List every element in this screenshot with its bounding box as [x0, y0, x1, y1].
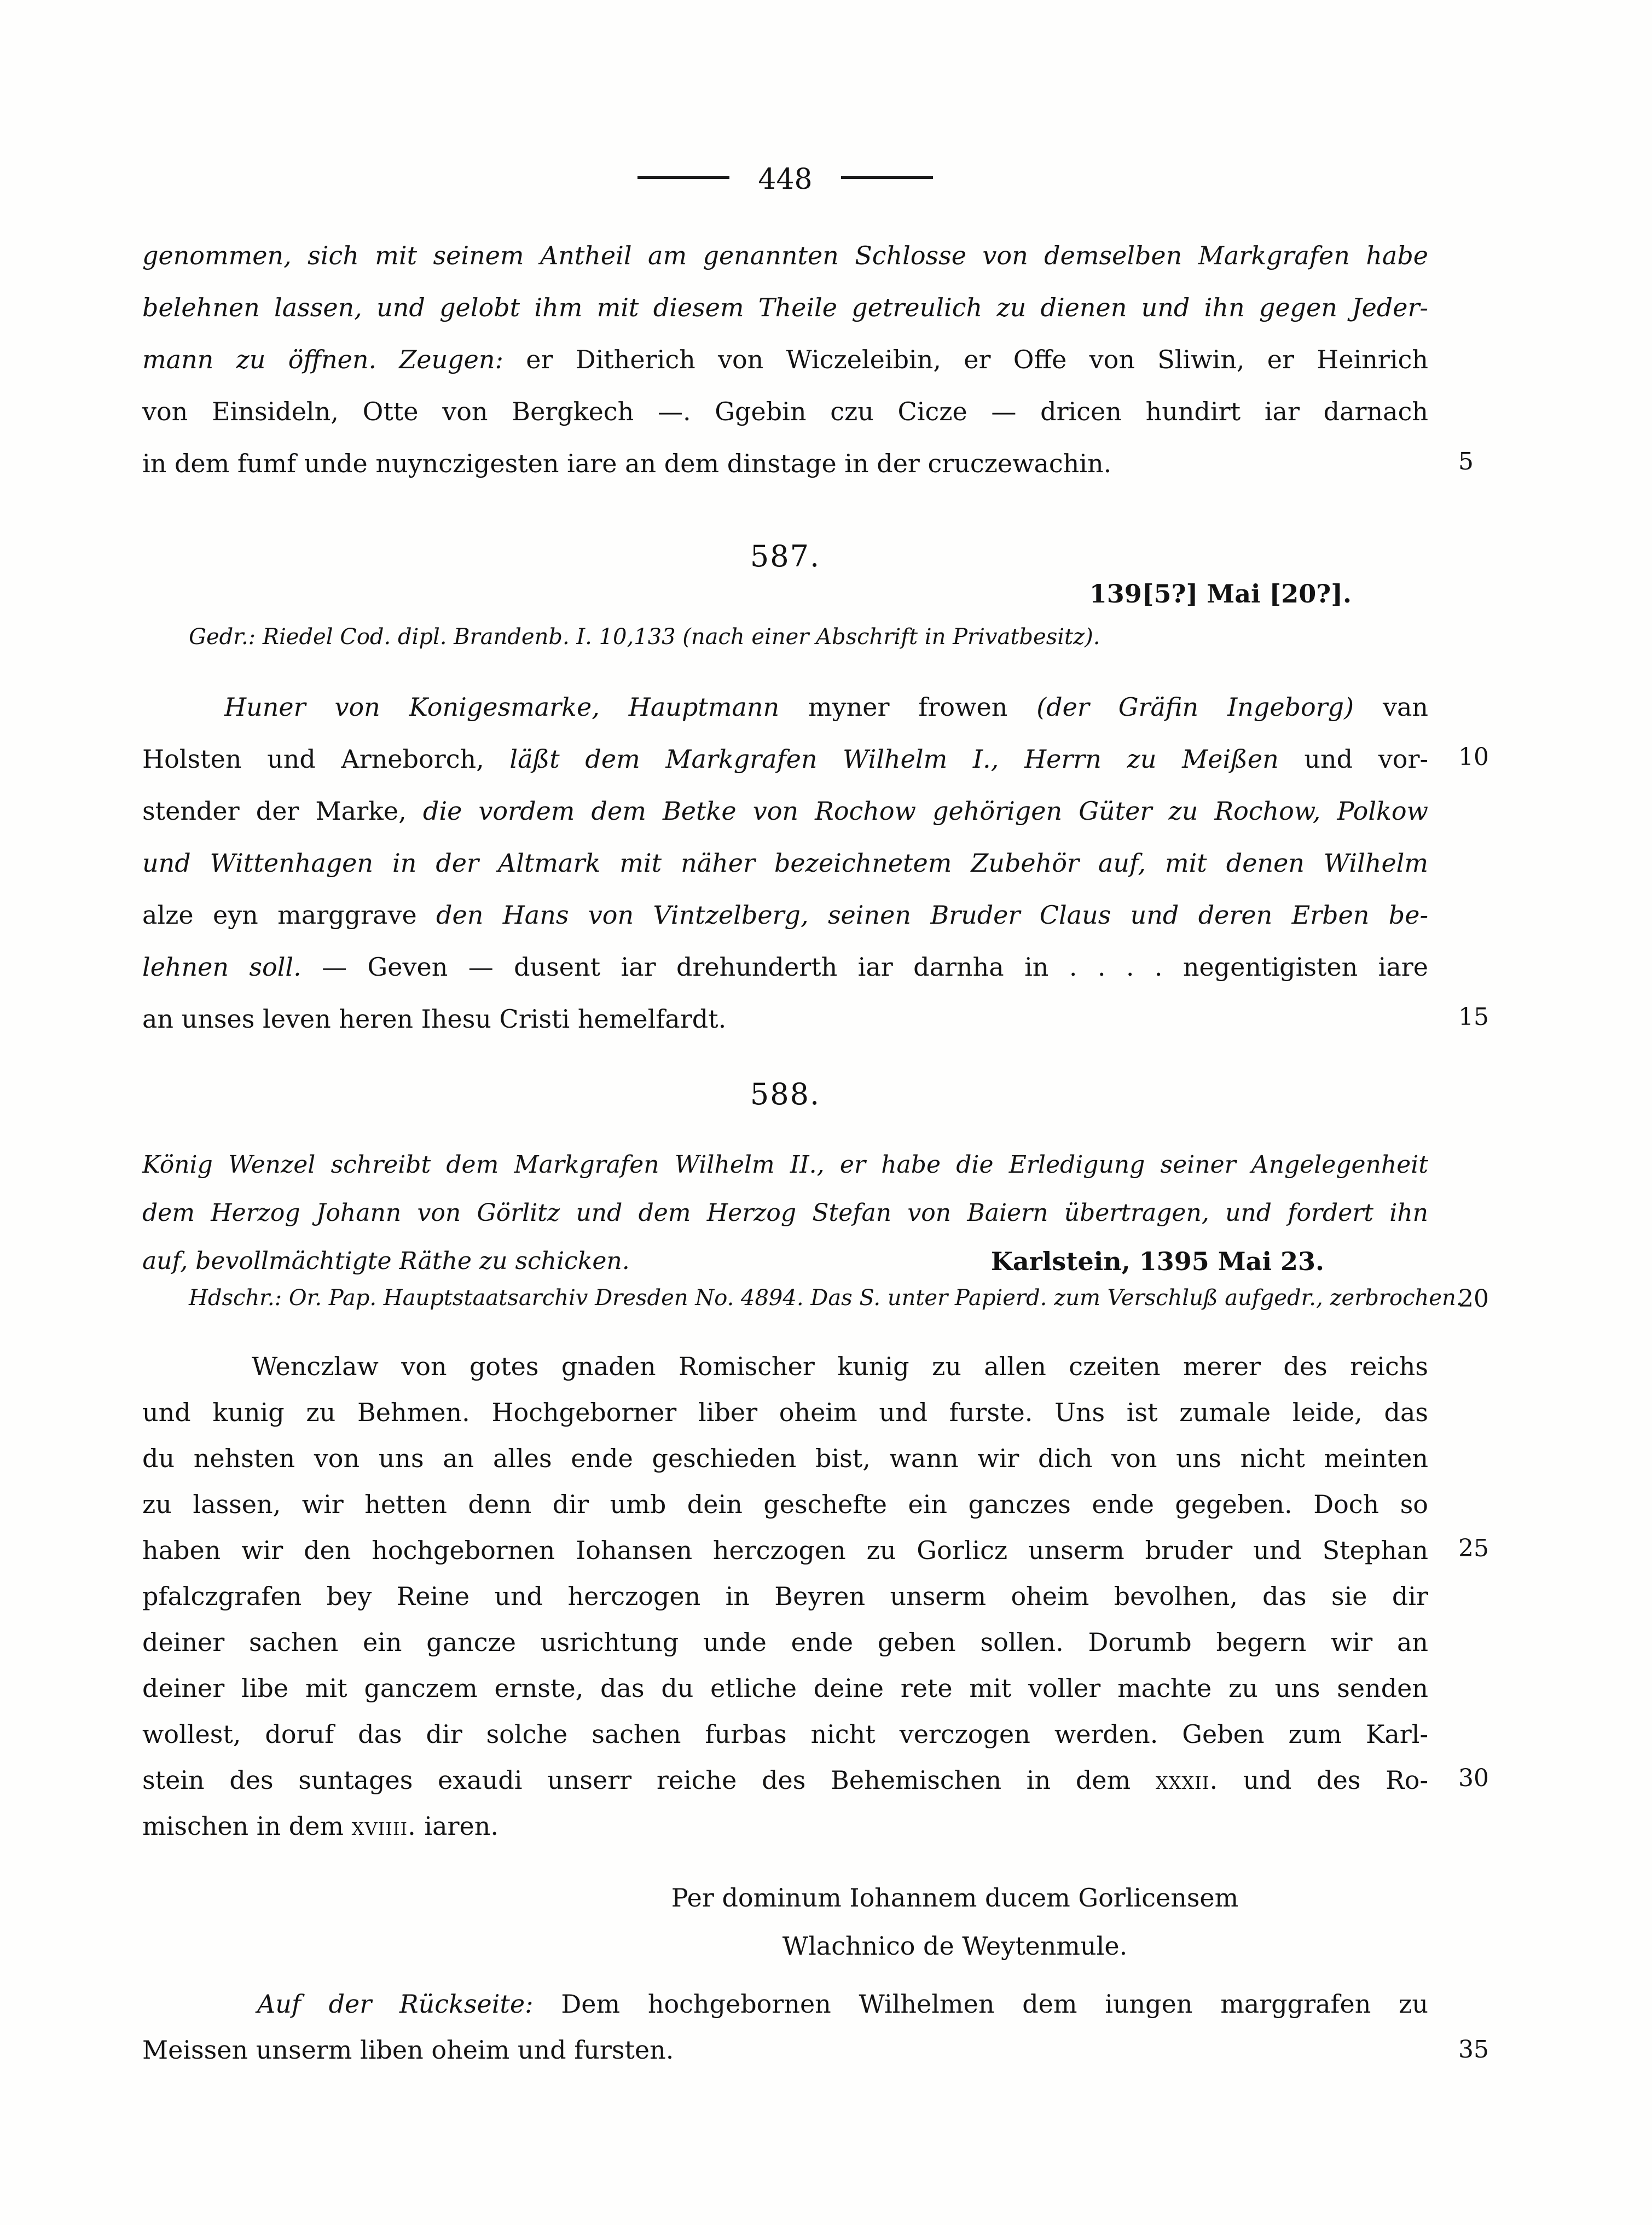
text-segment: Auf der Rückseite:: [257, 1989, 534, 2019]
text-line: [142, 386, 1428, 438]
text-line: [142, 282, 1428, 334]
entry-587-number: 587.: [750, 539, 821, 573]
text-segment: in dem fumf unde nuynczigesten iare an dem dinstage in der cruczewachin.: [142, 449, 1112, 478]
text-line: [142, 1803, 1428, 1849]
text-line: [142, 1237, 1428, 1285]
entry-588-letter-text: [142, 1343, 1428, 1849]
text-segment: läßt dem Markgrafen Wilhelm I., Herrn zu Meißen: [509, 744, 1279, 774]
text-line: [142, 1389, 1428, 1435]
text-line: [142, 1757, 1428, 1803]
entry-588-number: 588.: [750, 1077, 821, 1111]
text-segment: dem Herzog Johann von Görlitz und dem Herzog Stefan von Baiern übertragen, und fordert ihn: [142, 1199, 1428, 1227]
text-segment: van: [1354, 692, 1428, 722]
text-segment: den Hans von Vintzelberg, seinen Bruder Claus und deren Erben be-: [436, 900, 1428, 930]
text-line: [142, 1141, 1428, 1189]
text-segment: Dem hochgebornen Wilhelmen dem iungen marggrafen zu: [533, 1989, 1428, 2019]
entry-587-source-note: Gedr.: Riedel Cod. dipl. Brandenb. I. 10,133 (nach einer Abschrift in Privatbesitz).: [189, 624, 1100, 650]
text-segment: belehnen lassen, und gelobt ihm mit diesem Theile getreulich zu dienen und ihn gegen Jeder-: [142, 293, 1428, 322]
header-rule-left-icon: [637, 176, 729, 179]
entry-587-date: 139[5?] Mai [20?].: [1089, 579, 1352, 609]
entry-588-regest-text: [142, 1141, 1428, 1285]
text-line: [142, 438, 1428, 490]
subscription-line: Wlachnico de Weytenmule.: [782, 1931, 1128, 1961]
text-segment: mann zu öffnen. Zeugen:: [142, 345, 503, 374]
page-header: [142, 163, 1428, 196]
text-segment: xxxii.: [1155, 1765, 1219, 1795]
entry-588-subscription: [482, 1874, 1428, 1970]
margin-line-number: 15: [1458, 1003, 1489, 1031]
entry-588-source-note: Hdschr.: Or. Pap. Hauptstaatsarchiv Dresden No. 4894. Das S. unter Papierd. zum Verschluß aufgedr., zerbrochen.: [189, 1285, 1463, 1311]
text-line: [142, 681, 1428, 733]
text-line: [142, 785, 1428, 837]
text-line: [142, 1435, 1428, 1481]
text-segment: und Wittenhagen in der Altmark mit näher bezeichnetem Zubehör auf, mit denen Wilhelm: [142, 848, 1428, 878]
text-segment: Huner von Konigesmarke, Hauptmann: [224, 692, 780, 722]
text-line: [142, 1481, 1428, 1527]
entry-586-continuation-text: [142, 230, 1428, 490]
text-line: [142, 2027, 1428, 2073]
text-line: [142, 1189, 1428, 1237]
text-segment: iaren.: [416, 1811, 499, 1841]
text-segment: Meissen unserm liben oheim und fursten.: [142, 2035, 674, 2065]
margin-line-number: 5: [1458, 448, 1474, 476]
text-line: [142, 1527, 1428, 1573]
text-segment: genommen, sich mit seinem Antheil am genannten Schlosse von demselben Markgrafen habe: [142, 241, 1428, 270]
text-segment: — Geven — dusent iar drehunderth iar darnha in . . . . negentigisten iare: [301, 952, 1428, 982]
text-segment: die vordem dem Betke von Rochow gehörigen Güter zu Rochow, Polkow: [422, 796, 1428, 826]
text-line: [142, 733, 1428, 785]
text-segment: xviiii.: [351, 1811, 416, 1841]
header-rule-right-icon: [841, 176, 933, 179]
text-segment: wollest, doruf das dir solche sachen furbas nicht verczogen werden. Geben zum Karl-: [142, 1719, 1428, 1749]
text-segment: stein des suntages exaudi unserr reiche des Behemischen in dem: [142, 1765, 1156, 1795]
text-segment: deiner sachen ein gancze usrichtung unde ende geben sollen. Dorumb begern wir an: [142, 1627, 1428, 1657]
margin-line-number: 35: [1458, 2036, 1489, 2064]
page-number: 448: [758, 163, 813, 196]
text-segment: König Wenzel schreibt dem Markgrafen Wilhelm II., er habe die Erledigung seiner Angelegenheit: [142, 1151, 1428, 1179]
text-segment: Karlstein, 1395 Mai 23.: [990, 1247, 1324, 1276]
text-segment: zu lassen, wir hetten denn dir umb dein geschefte ein ganczes ende gegeben. Doch so: [142, 1490, 1428, 1519]
entry-date: [991, 1237, 1324, 1285]
text-line: [142, 334, 1428, 386]
text-line: [142, 1619, 1428, 1665]
text-line: [142, 1573, 1428, 1619]
text-segment: und vor-: [1278, 744, 1428, 774]
text-segment: auf, bevollmächtigte Räthe zu schicken.: [142, 1247, 630, 1275]
text-line: [142, 993, 1428, 1045]
text-segment: haben wir den hochgebornen Iohansen herczogen zu Gorlicz unserm bruder und Stephan: [142, 1536, 1428, 1565]
text-line: [142, 230, 1428, 282]
text-segment: er Ditherich von Wiczeleibin, er Offe von Sliwin, er Heinrich: [503, 345, 1428, 374]
text-line: [142, 889, 1428, 941]
text-segment: Holsten und Arneborch,: [142, 744, 510, 774]
text-segment: und des Ro-: [1218, 1765, 1428, 1795]
text-segment: von Einsideln, Otte von Bergkech —. Ggebin czu Cicze — dricen hundirt iar darnach: [142, 397, 1428, 426]
margin-line-number: 30: [1458, 1764, 1489, 1792]
entry-588-verso-text: [142, 1981, 1428, 2073]
margin-line-number: 20: [1458, 1285, 1489, 1313]
text-line: [142, 1711, 1428, 1757]
text-line: [142, 1665, 1428, 1711]
text-segment: mischen in dem: [142, 1811, 352, 1841]
text-line: [142, 1981, 1428, 2027]
text-segment: an unses leven heren Ihesu Cristi hemelfardt.: [142, 1004, 727, 1034]
margin-line-number: 25: [1458, 1534, 1489, 1562]
margin-line-number: 10: [1458, 743, 1489, 771]
text-segment: lehnen soll.: [142, 952, 302, 982]
text-segment: Wenczlaw von gotes gnaden Romischer kunig zu allen czeiten merer des reichs: [252, 1352, 1428, 1381]
entry-587-regest-text: [142, 681, 1428, 1045]
text-segment: und kunig zu Behmen. Hochgeborner liber oheim und furste. Uns ist zumale leide, das: [142, 1398, 1428, 1427]
text-segment: alze eyn marggrave: [142, 900, 437, 930]
text-line: [142, 941, 1428, 993]
text-segment: du nehsten von uns an alles ende geschieden bist, wann wir dich von uns nicht meinten: [142, 1444, 1428, 1473]
text-segment: (der Gräfin Ingeborg): [1036, 692, 1354, 722]
subscription-line: Per dominum Iohannem ducem Gorlicensem: [671, 1883, 1239, 1913]
text-line: [142, 1343, 1428, 1389]
text-segment: myner frowen: [779, 692, 1037, 722]
text-line: [142, 837, 1428, 889]
text-segment: stender der Marke,: [142, 796, 423, 826]
text-segment: deiner libe mit ganczem ernste, das du etliche deine rete mit voller machte zu uns senden: [142, 1673, 1428, 1703]
text-segment: pfalczgrafen bey Reine und herczogen in Beyren unserm oheim bevolhen, das sie dir: [142, 1581, 1428, 1611]
